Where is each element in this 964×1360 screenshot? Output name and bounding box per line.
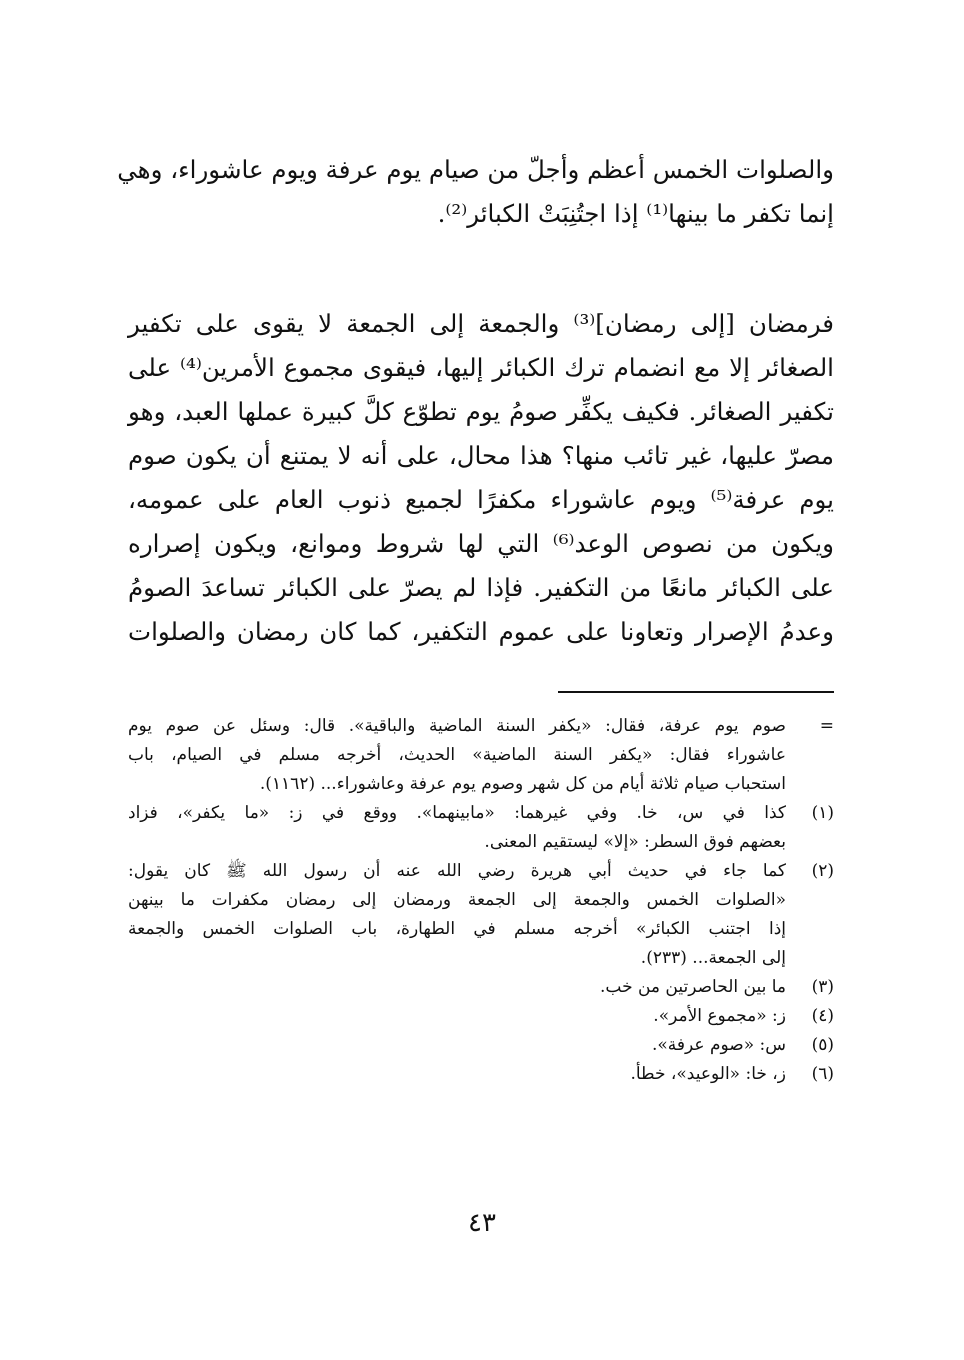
text-line: ويكون من نصوص الوعد⁽⁶⁾ التي لها شروط وموانع، ويكون إصراره: [128, 529, 834, 558]
footnote-2: [128, 857, 834, 973]
text-line: وعدمُ الإصرار وتعاونا على عموم التكفير، كما كان رمضان والصلوات: [128, 617, 834, 646]
text-line: مصرّ عليها، غير تائب منها؟ هذا محال، على أنه لا يمتنع أن يكون صوم: [128, 441, 834, 470]
text-line: فرمضان [إلى رمضان]⁽³⁾ والجمعة إلى الجمعة لا يقوى على تكفير: [128, 309, 834, 338]
page-number: ٤٣: [468, 1208, 496, 1238]
footnote-continuation-mark: =: [819, 716, 834, 736]
footnotes-section: [128, 712, 834, 1089]
footnote-number: (٤): [811, 1006, 834, 1026]
footnote-6: [128, 1060, 834, 1089]
footnote-line: «الصلوات الخمس والجمعة إلى الجمعة ورمضان إلى رمضان مكفرات ما بينهن: [128, 890, 786, 910]
text-line: والصلوات الخمس أعظم وأجلّ من صيام يوم عرفة ويوم عاشوراء، وهي: [117, 155, 834, 184]
text-line: على الكبائر مانعًا من التكفير. فإذا لم يصرّ على الكبائر تساعدَ الصومُ: [128, 573, 834, 602]
footnote-line: س: «صوم عرفة».: [652, 1035, 786, 1055]
footnote-number: (٢): [811, 861, 834, 881]
footnote-line: بعضهم فوق السطر: «إلا» ليستقيم المعنى.: [484, 832, 786, 852]
footnote-line: إلى الجمعة... (٢٣٣).: [640, 948, 786, 968]
footnote-line: كذا في س، خا. وفي غيرهما: «مابينهما». ووقع في ز: «ما يكفر»، فزاد: [128, 803, 786, 823]
footnote-1: [128, 799, 834, 857]
footnote-line: صوم يوم عرفة، فقال: «يكفر السنة الماضية والباقية». قال: وسئل عن صوم يوم: [128, 716, 786, 736]
footnote-number: (٣): [811, 977, 834, 997]
footnote-5: [128, 1031, 834, 1060]
footnote-line: ز: «مجموع الأمر».: [653, 1006, 786, 1026]
footnote-line: عاشوراء فقال: «يكفر السنة الماضية» الحديث، أخرجه مسلم في الصيام، باب: [128, 745, 786, 765]
footnote-line: ز، خا: «الوعيد»، خطأ.: [630, 1064, 786, 1084]
footnote-divider: [558, 691, 834, 693]
text-line: إنما تكفر ما بينها⁽¹⁾ إذا اجتُنِبَتْ الكبائر⁽²⁾.: [437, 199, 834, 228]
footnote-line: استحباب صيام ثلاثة أيام من كل شهر وصوم يوم عرفة وعاشوراء... (١١٦٢).: [259, 774, 786, 794]
main-paragraph-2: [128, 302, 834, 654]
footnote-number: (٦): [811, 1064, 834, 1084]
footnote-4: [128, 1002, 834, 1031]
footnote-number: (٥): [811, 1035, 834, 1055]
main-paragraph-1: [117, 148, 834, 236]
text-line: تكفير الصغائر. فكيف يكفِّر صومُ يوم تطوّع كلَّ كبيرة عملها العبد، وهو: [128, 397, 834, 426]
footnote-line: إذا اجتنب الكبائر» أخرجه مسلم في الطهارة، باب الصلوات الخمس والجمعة: [128, 919, 786, 939]
footnote-line: كما جاء في حديث أبي هريرة رضي الله عنه أن رسول الله ﷺ كان يقول:: [128, 861, 786, 881]
text-line: الصغائر إلا مع انضمام ترك الكبائر إليها، فيقوى مجموع الأمرين⁽⁴⁾ على: [128, 353, 834, 382]
footnote-continuation: [128, 712, 834, 799]
text-line: يوم عرفة⁽⁵⁾ ويوم عاشوراء مكفرًا لجميع ذنوب العام على عمومه،: [128, 485, 835, 514]
footnote-number: (١): [811, 803, 834, 823]
footnote-3: [128, 973, 834, 1002]
footnote-line: ما بين الحاصرتين من خب.: [599, 977, 786, 997]
